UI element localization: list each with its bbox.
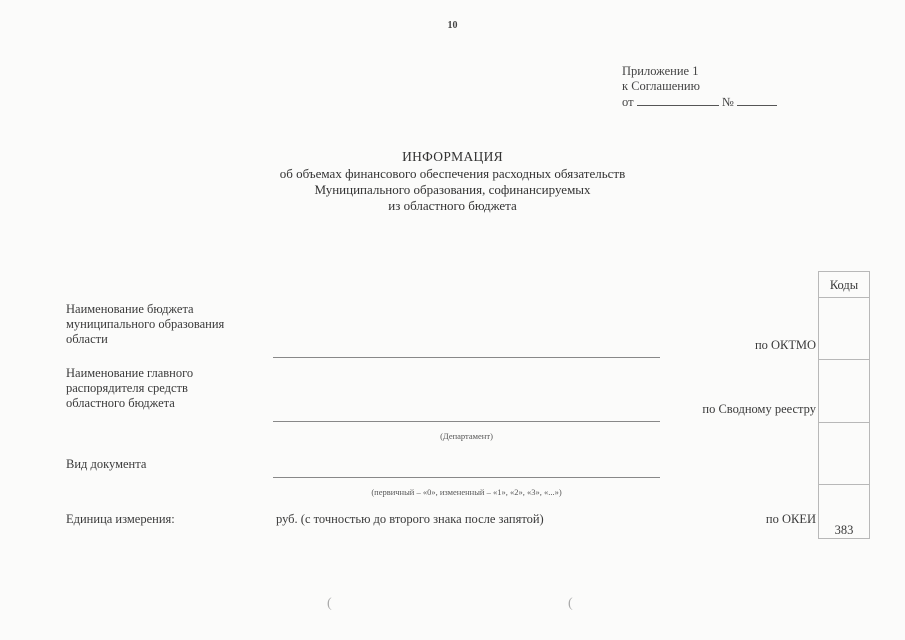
oktmo-label: по ОКТМО: [754, 338, 816, 352]
codes-header: Коды: [818, 271, 870, 298]
registry-label: по Сводному реестру: [702, 402, 816, 416]
unit-label: Единица измерения:: [66, 512, 175, 526]
distributor-label-line-2: распорядителя средств: [66, 381, 188, 395]
unit-value: руб. (с точностью до второго знака после запятой): [276, 512, 544, 526]
budget-label-line-3: области: [66, 332, 108, 346]
title-line-2: Муниципального образования, софинансируемых: [314, 182, 591, 197]
code-okei-cell: 383: [818, 484, 870, 539]
distributor-label-line-3: областного бюджета: [66, 396, 175, 410]
appendix-line-1: Приложение 1: [622, 64, 699, 78]
budget-label-line-2: муниципального образования: [66, 317, 225, 331]
distributor-label: [66, 366, 193, 411]
date-blank: [637, 94, 719, 106]
doc-type-label: Вид документа: [66, 457, 147, 471]
appendix-date-line: [622, 94, 777, 110]
page-number: 10: [447, 20, 458, 31]
distributor-label-line-1: Наименование главного: [66, 366, 194, 380]
budget-name-label: [66, 302, 224, 347]
department-hint: (Департамент): [440, 431, 493, 441]
appendix-from-prefix: от: [622, 95, 634, 109]
title-heading: ИНФОРМАЦИЯ: [402, 149, 503, 164]
code-doctype-cell: [818, 422, 870, 485]
distributor-field[interactable]: [273, 421, 660, 422]
okei-label: по ОКЕИ: [765, 512, 816, 526]
number-blank: [737, 94, 777, 106]
code-oktmo-cell: [818, 297, 870, 360]
title-line-3: из областного бюджета: [388, 198, 517, 213]
document-title: [0, 149, 905, 214]
code-registry-cell: [818, 359, 870, 423]
title-line-1: об объемах финансового обеспечения расходных обязательств: [279, 166, 626, 181]
footer-mark-right: (: [568, 596, 573, 611]
doc-type-field[interactable]: [273, 477, 660, 478]
appendix-number-sign: №: [721, 95, 734, 109]
appendix-block: [622, 64, 777, 110]
budget-label-line-1: Наименование бюджета: [66, 302, 194, 316]
appendix-line-2: к Соглашению: [622, 79, 700, 93]
footer-mark-left: (: [327, 596, 332, 611]
budget-name-field[interactable]: [273, 357, 660, 358]
doc-type-hint: (первичный – «0», измененный – «1», «2», «3», «...»): [371, 487, 562, 497]
